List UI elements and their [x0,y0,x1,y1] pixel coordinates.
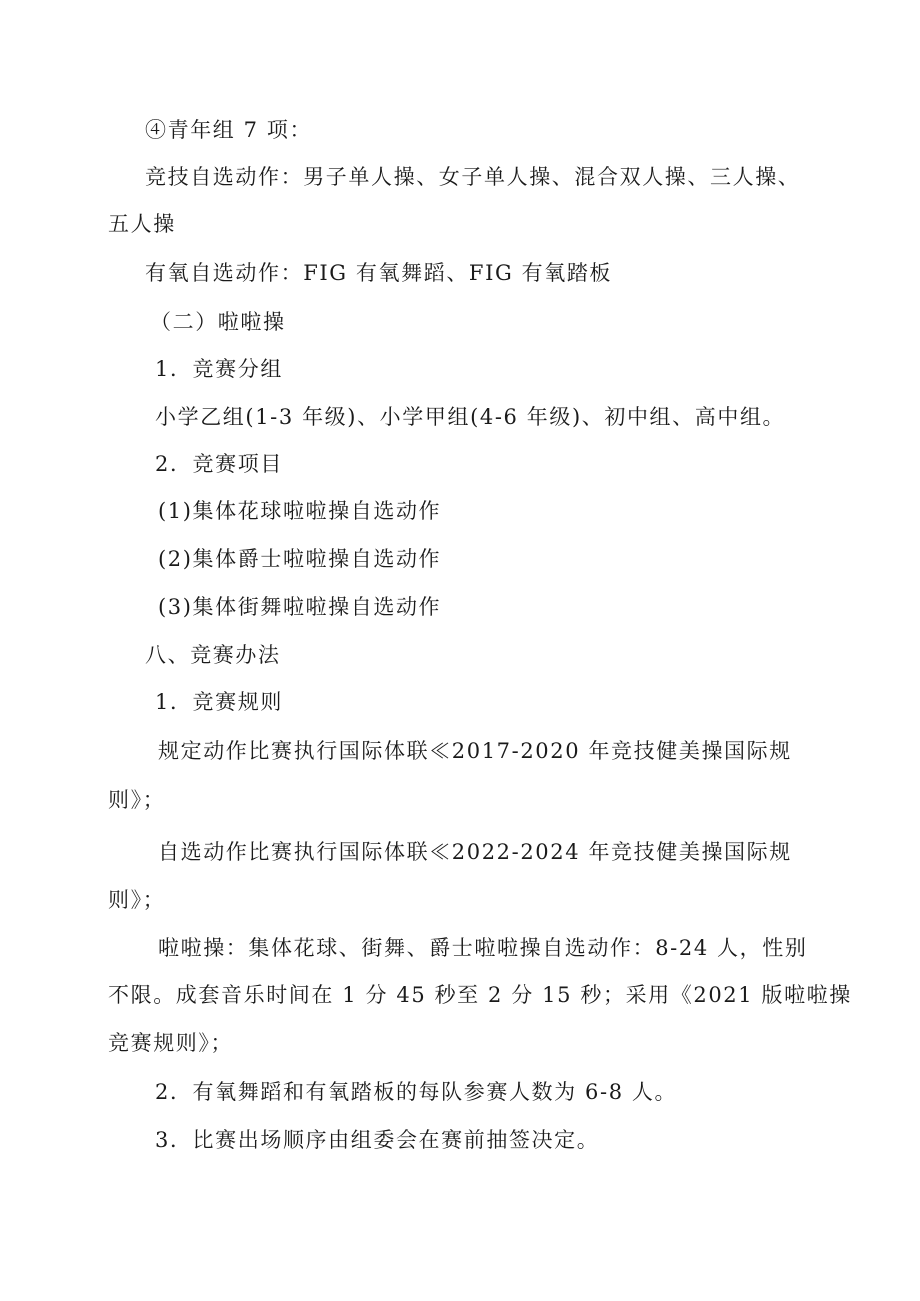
list-item: (1)集体花球啦啦操自选动作 [158,499,442,523]
text-line: 有氧自选动作：FIG 有氧舞蹈、FIG 有氧踏板 [145,261,613,285]
text-line: 则》； [108,888,166,912]
section-heading: （二）啦啦操 [150,310,286,334]
text-line: 竞技自选动作：男子单人操、女子单人操、混合双人操、三人操、 [145,165,801,189]
text-line: 规定动作比赛执行国际体联≪2017-2020 年竞技健美操国际规 [158,739,792,763]
section-heading: 八、竞赛办法 [145,643,281,667]
text-line: 竞赛规则》； [108,1031,234,1055]
list-item: (3)集体街舞啦啦操自选动作 [158,595,442,619]
text-line: 自选动作比赛执行国际体联≪2022-2024 年竞技健美操国际规 [158,840,792,864]
list-item: (2)集体爵士啦啦操自选动作 [158,547,442,571]
text-line: 啦啦操：集体花球、街舞、爵士啦啦操自选动作：8-24 人，性别 [158,936,808,960]
text-line: 不限。成套音乐时间在 1 分 45 秒至 2 分 15 秒；采用《2021 版啦啦操 [108,983,852,1007]
text-line: 3．比赛出场顺序由组委会在赛前抽签决定。 [155,1128,600,1152]
subsection-heading: 1．竞赛规则 [155,690,283,714]
text-line: 小学乙组(1-3 年级)、小学甲组(4-6 年级)、初中组、高中组。 [155,405,786,429]
text-line: 则》； [108,788,166,812]
text-line: 五人操 [108,212,176,236]
subsection-heading: 1．竞赛分组 [155,357,283,381]
subsection-heading: 2．竞赛项目 [155,452,283,476]
text-line: ④青年组 7 项： [145,118,313,142]
text-line: 2．有氧舞蹈和有氧踏板的每队参赛人数为 6-8 人。 [155,1080,678,1104]
